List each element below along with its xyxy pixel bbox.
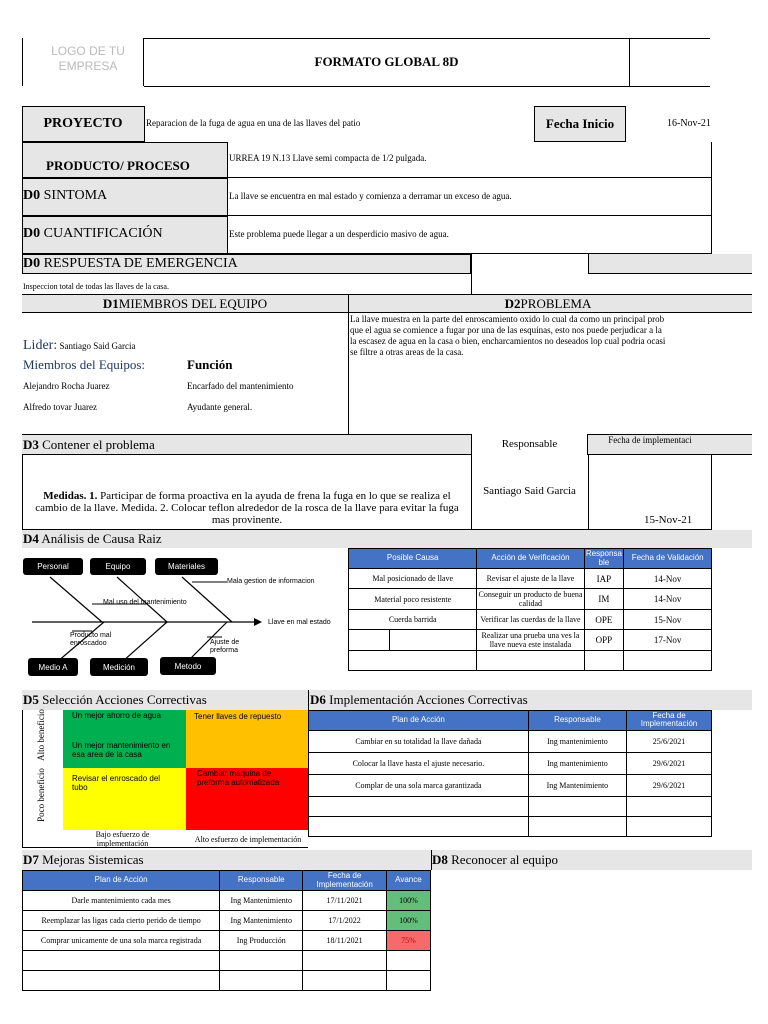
fishbone-bone [122, 622, 167, 662]
d7-table [22, 870, 431, 991]
d6-cell [528, 796, 626, 816]
d4-cell [624, 651, 712, 671]
d5-title: D5 Selección Acciones Correctivas [23, 692, 207, 707]
d7-cell: Comprar unicamente de una sola marca registrada [23, 931, 220, 951]
d6-cell: Ing mantenimiento [528, 730, 626, 752]
d7-cell [303, 951, 387, 971]
d1-lider: Lider: Santiago Said Garcia [23, 338, 136, 353]
d4-subcell [349, 630, 390, 650]
d7-cell [303, 971, 387, 991]
fecha-inicio-value: 16-Nov-21 [667, 118, 711, 129]
d4-cell: Realizar una prueba una ves la llave nueva este instalada [477, 630, 584, 651]
d5-axis-high-effort: Alto esfuerzo de implementación [194, 835, 302, 844]
d6-cell [627, 816, 712, 836]
d4-header-cell [584, 549, 624, 569]
proyecto-value: Reparacion de la fuga de agua en una de las llaves del patio [146, 118, 361, 128]
d6-cell [528, 816, 626, 836]
d4-title: D4 Análisis de Causa Raiz [23, 531, 162, 546]
header-divider [629, 38, 630, 86]
d6-cell: 25/6/2021 [627, 730, 712, 752]
d7-cell: Darle mantenimiento cada mes [23, 891, 220, 911]
d1-d2-divider [348, 294, 349, 434]
d4-header-cell: Posible Causa [349, 549, 477, 569]
producto-value: URREA 19 N.13 Llave semi compacta de 1/2 pulgada. [229, 153, 427, 163]
d3-fecha-header: Fecha de implementaci [608, 435, 692, 445]
fishbone-cause-box: Personal [23, 558, 83, 575]
d3-resp-header: Responsable [501, 437, 558, 450]
fishbone-note: Ajuste de preforma [210, 639, 240, 654]
d4-cell: Material poco resistente [349, 589, 477, 610]
fishbone-cause-box: Materiales [155, 558, 218, 575]
d7-title: D7 Mejoras Sistemicas [23, 852, 144, 867]
d6-header-cell: Plan de Acción [309, 711, 529, 731]
d6-header-cell: Fecha de Implementación [627, 711, 712, 731]
d5-axis-low-effort: Bajo esfuerzo de implementación [95, 830, 150, 848]
d2-title: D2 PROBLEMA [504, 295, 592, 311]
d6-cell [309, 816, 529, 836]
d6-cell: Complar de una sola marca garantizada [309, 774, 529, 796]
d5-item: Un mejor ahorro de agua [72, 711, 161, 720]
fishbone-cause-box: Medición [90, 658, 148, 676]
header-bottom-line [144, 86, 710, 87]
d4-cell: 14-Nov [624, 569, 712, 589]
d1-member-role: Encarfado del mantenimiento [187, 381, 294, 391]
fishbone-note: Producto mal enroscadoo [70, 632, 112, 647]
d7-avance-cell: 75% [386, 931, 430, 951]
producto-label: PRODUCTO/ PROCESO [46, 158, 190, 173]
d8-title: D8 Reconocer al equipo [432, 852, 558, 867]
d1-title: D1 MIEMBROS DEL EQUIPO [102, 295, 268, 311]
d6-cell: Colocar la llave hasta el ajuste necesario. [309, 752, 529, 774]
fishbone-note: Mala gestion de informacion [227, 578, 315, 585]
d7-cell: 18/11/2021 [303, 931, 387, 951]
d3-medidas: Medidas. 1. Participar de forma proactiva en la ayuda de frena la fuga en lo que se realiza el cambio de la llave. Medida. 2. Colocar teflon alrededor de la rosca de la llave para evitar la fuga mas provinente. [35, 490, 459, 526]
d7-cell [220, 951, 303, 971]
d3-title: D3 Contener el problema [23, 437, 155, 452]
d5-d6-divider [308, 690, 309, 710]
d7-avance-cell: 100% [386, 911, 430, 931]
d7-cell [23, 951, 220, 971]
d4-cell: OPE [584, 610, 624, 630]
d3-responsable: Santiago Said Garcia [483, 485, 576, 497]
d7-cell [23, 971, 220, 991]
d4-cell: 15-Nov [624, 610, 712, 630]
d1-funcion-label: Función [187, 357, 233, 372]
d4-cell: Revisar el ajuste de la llave [477, 569, 584, 589]
d6-cell: Cambiar en su totalidad la llave dañada [309, 730, 529, 752]
d7-cell: Reemplazar las ligas cada cierto perido de tiempo [23, 911, 220, 931]
d6-cell: 29/6/2021 [627, 752, 712, 774]
d4-resp-line: ble [598, 557, 610, 567]
d4-cell: OPP [584, 630, 624, 651]
d7-header-cell: Plan de Acción [23, 871, 220, 891]
fishbone-note: Mal uso del mantenimiento [103, 599, 187, 606]
d2-line: se filtre a otras areas de la casa. [350, 347, 464, 357]
d3-fecha: 15-Nov-21 [644, 514, 693, 526]
d2-line: la escasez de agua en la casa o bien, encharcamientos no deseados lop cual podria ocasi [350, 336, 666, 346]
d2-line: La llave muestra en la parte del enroscamiento oxido lo cual da como un principal prob [350, 314, 665, 324]
fishbone-cause-box: Equipo [90, 558, 146, 575]
d4-cell: Cuerda barrida [349, 610, 477, 630]
d6-table [308, 710, 712, 837]
d7-header-cell: Fecha de Implementación [303, 871, 387, 891]
d5-item: Cambiar maquina de preforma automatizada [197, 769, 280, 787]
d6-cell: 29/6/2021 [627, 774, 712, 796]
d1-member-role: Ayudante general. [187, 402, 253, 412]
d4-resp-line: Responsa [585, 549, 622, 559]
d5-item: Tener llaves de repuesto [194, 712, 282, 721]
d7-cell: 17/11/2021 [303, 891, 387, 911]
fishbone-bone [182, 577, 232, 622]
d0-sintoma-value: La llave se encuentra en mal estado y comienza a derramar un exceso de agua. [229, 191, 512, 201]
fishbone-effect: Llave en mal estado [268, 619, 331, 626]
d7-cell [386, 971, 430, 991]
d0-cuant-label: D0 CUANTIFICACIÓN [23, 226, 163, 241]
d7-cell [220, 971, 303, 991]
d4-cell: IM [584, 589, 624, 610]
d1-miembros-label: Miembros del Equipos: [23, 357, 146, 372]
d7-cell: Ing Mantenimiento [220, 911, 303, 931]
d1-member-name: Alfredo tovar Juarez [23, 402, 97, 412]
d2-problem-text [350, 314, 712, 358]
fishbone-arrowhead [254, 618, 262, 626]
d4-cell [584, 651, 624, 671]
d6-title: D6 Implementación Acciones Correctivas [310, 692, 528, 707]
d7-cell: Ing Producción [220, 931, 303, 951]
fishbone-bone [50, 577, 102, 622]
d4-cell: IAP [584, 569, 624, 589]
d0-sintoma-label: D0 SINTOMA [23, 188, 108, 203]
d4-cell: 17-Nov [624, 630, 712, 651]
logo-text: LOGO DE TU EMPRESA [51, 44, 125, 73]
d7-header-cell: Avance [386, 871, 430, 891]
d4-cause-table [348, 548, 712, 671]
d4-cell [349, 630, 477, 651]
d2-line: que el agua se comience a fugar por una de las esquinas, esto nos puede perjudicar a la [350, 325, 662, 335]
d5-axis-low: Poco beneficio [36, 768, 46, 822]
fishbone-cause-box: Metodo [160, 657, 216, 675]
d5-item: Revisar el enroscado del tubo [72, 774, 161, 792]
d3-body-div2 [588, 455, 589, 530]
d4-cell: Mal posicionado de llave [349, 569, 477, 589]
d7-cell [386, 951, 430, 971]
d5-item: Un mejor mantenimiento en esa area de la casa [72, 741, 171, 759]
d4-cell: 14-Nov [624, 589, 712, 610]
fecha-inicio-label: Fecha Inicio [545, 116, 615, 132]
d4-header-cell: Acción de Verificación [477, 549, 584, 569]
d0-resp-label: D0 RESPUESTA DE EMERGENCIA [23, 256, 238, 271]
d4-cell: Conseguir un producto de buena calidad [478, 590, 583, 608]
d4-header-cell: Fecha de Validación [624, 549, 712, 569]
fishbone-cause-box: Medio A [28, 658, 78, 676]
page-title: FORMATO GLOBAL 8D [314, 54, 459, 70]
d6-cell: Ing mantenimiento [528, 752, 626, 774]
d0-resp-value: Inspeccion total de todas las llaves de la casa. [23, 282, 169, 291]
d0-resp-mid-line [471, 254, 472, 294]
proyecto-label: PROYECTO [43, 115, 123, 131]
d6-cell [309, 796, 529, 816]
d5-axis-high: Alto beneficio [36, 709, 46, 761]
d0-cuant-value: Este problema puede llegar a un desperdicio masivo de agua. [229, 229, 449, 239]
d4-cell [349, 651, 477, 671]
d7-avance-cell: 100% [386, 891, 430, 911]
d6-cell: Ing Mantenimiento [528, 774, 626, 796]
d4-cell [477, 651, 584, 671]
d6-header-cell: Responsable [528, 711, 626, 731]
d4-cell: Verificar las cuerdas de la llave [477, 610, 584, 630]
d1-member-name: Alejandro Rocha Juarez [23, 381, 110, 391]
d6-cell [627, 796, 712, 816]
d0-resp-right-gray [588, 254, 752, 274]
d7-header-cell: Responsable [220, 871, 303, 891]
d7-cell: Ing Mantenimiento [220, 891, 303, 911]
d7-cell: 17/1/2022 [303, 911, 387, 931]
